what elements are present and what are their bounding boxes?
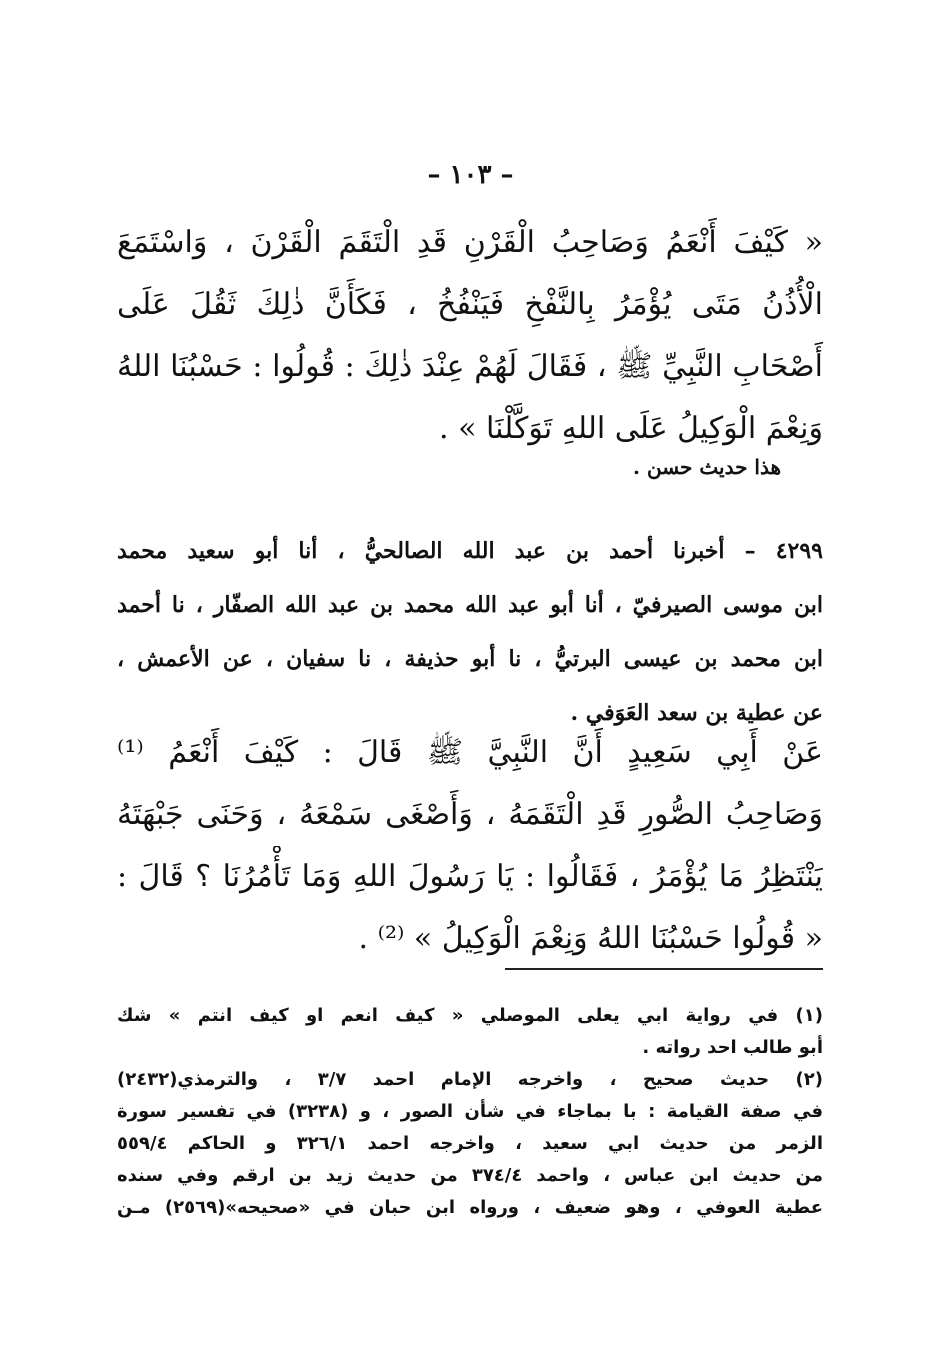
- isnad-chain: [117, 524, 823, 740]
- text-line: أَصْحَابِ النَّبِيِّ ﷺ ، فَقَالَ لَهُمْ عِنْدَ ذٰلِكَ : قُولُوا : حَسْبُنَا اللهُ: [117, 349, 823, 384]
- footnote-line: أبو طالب احد رواته .: [642, 1037, 823, 1058]
- footnote-line: الزمر من حديث ابي سعيد ، واخرجه احمد ٣٢٦/١ و الحاكم ٥٥٩/٤: [117, 1133, 823, 1154]
- footnotes: [117, 1000, 823, 1224]
- footnote-line: في صفة القيامة : با بماجاء في شأن الصور ، و (٣٢٣٨) في تفسير سورة: [117, 1101, 823, 1122]
- isnad-line: ٤٢٩٩ – أخبرنا أحمد بن عبد الله الصالحيُّ ، أنا أبو سعيد محمد: [117, 538, 823, 564]
- footnote-line: (٢) حديث صحيح ، واخرجه الإمام احمد ٣/٧ ، والترمذي(٢٤٣٢): [117, 1069, 823, 1090]
- text-line: الْأُذُنُ مَتَى يُؤْمَرُ بِالنَّفْخِ فَيَنْفُخُ ، فَكَأَنَّ ذٰلِكَ ثَقُلَ عَلَى: [117, 287, 823, 322]
- footnote-line: (١) في رواية ابي يعلى الموصلي « كيف انعم او كيف انتم » شك: [117, 1005, 823, 1026]
- text-line: عَنْ أَبِي سَعِيدٍ أَنَّ النَّبِيَّ ﷺ قَالَ : كَيْفَ أَنْعَمُ ⁽¹⁾: [117, 735, 823, 770]
- text-line: وَصَاحِبُ الصُّورِ قَدِ الْتَقَمَهُ ، وَأَصْغَى سَمْعَهُ ، وَحَنَى جَبْهَتَهُ: [117, 797, 823, 832]
- page-number: – ١٠٣ –: [427, 160, 514, 190]
- text-line: وَنِعْمَ الْوَكِيلُ عَلَى اللهِ تَوَكَّلْنَا » .: [439, 411, 823, 446]
- footnote-line: عطية العوفي ، وهو ضعيف ، ورواه ابن حبان في «صحيحه»(٢٥٦٩) مـن: [117, 1197, 823, 1218]
- text-line: يَنْتَظِرُ مَا يُؤْمَرُ ، فَقَالُوا : يَا رَسُولَ اللهِ وَمَا تَأْمُرُنَا ؟ قَالَ :: [117, 859, 823, 894]
- isnad-line: ابن محمد بن عيسى البرتيُّ ، نا أبو حذيفة ، نا سفيان ، عن الأعمش ،: [117, 646, 823, 672]
- footnote-divider: [505, 968, 823, 970]
- hadith-text-main: [117, 722, 823, 970]
- hadith-grade: هذا حديث حسن .: [633, 455, 781, 479]
- text-line: « كَيْفَ أَنْعَمُ وَصَاحِبُ الْقَرْنِ قَدِ الْتَقَمَ الْقَرْنَ ، وَاسْتَمَعَ: [117, 225, 823, 260]
- isnad-line: ابن موسى الصيرفيّ ، أنا أبو عبد الله محمد بن عبد الله الصفّار ، نا أحمد: [117, 592, 823, 618]
- text-line: « قُولُوا حَسْبُنَا اللهُ وَنِعْمَ الْوَكِيلُ » ⁽²⁾ .: [358, 921, 823, 956]
- isnad-line: عن عطية بن سعد العَوَفي .: [570, 700, 823, 726]
- hadith-text-previous: [117, 212, 823, 460]
- footnote-line: من حديث ابن عباس ، واحمد ٣٧٤/٤ من حديث زيد بن ارقم وفي سنده: [117, 1165, 823, 1186]
